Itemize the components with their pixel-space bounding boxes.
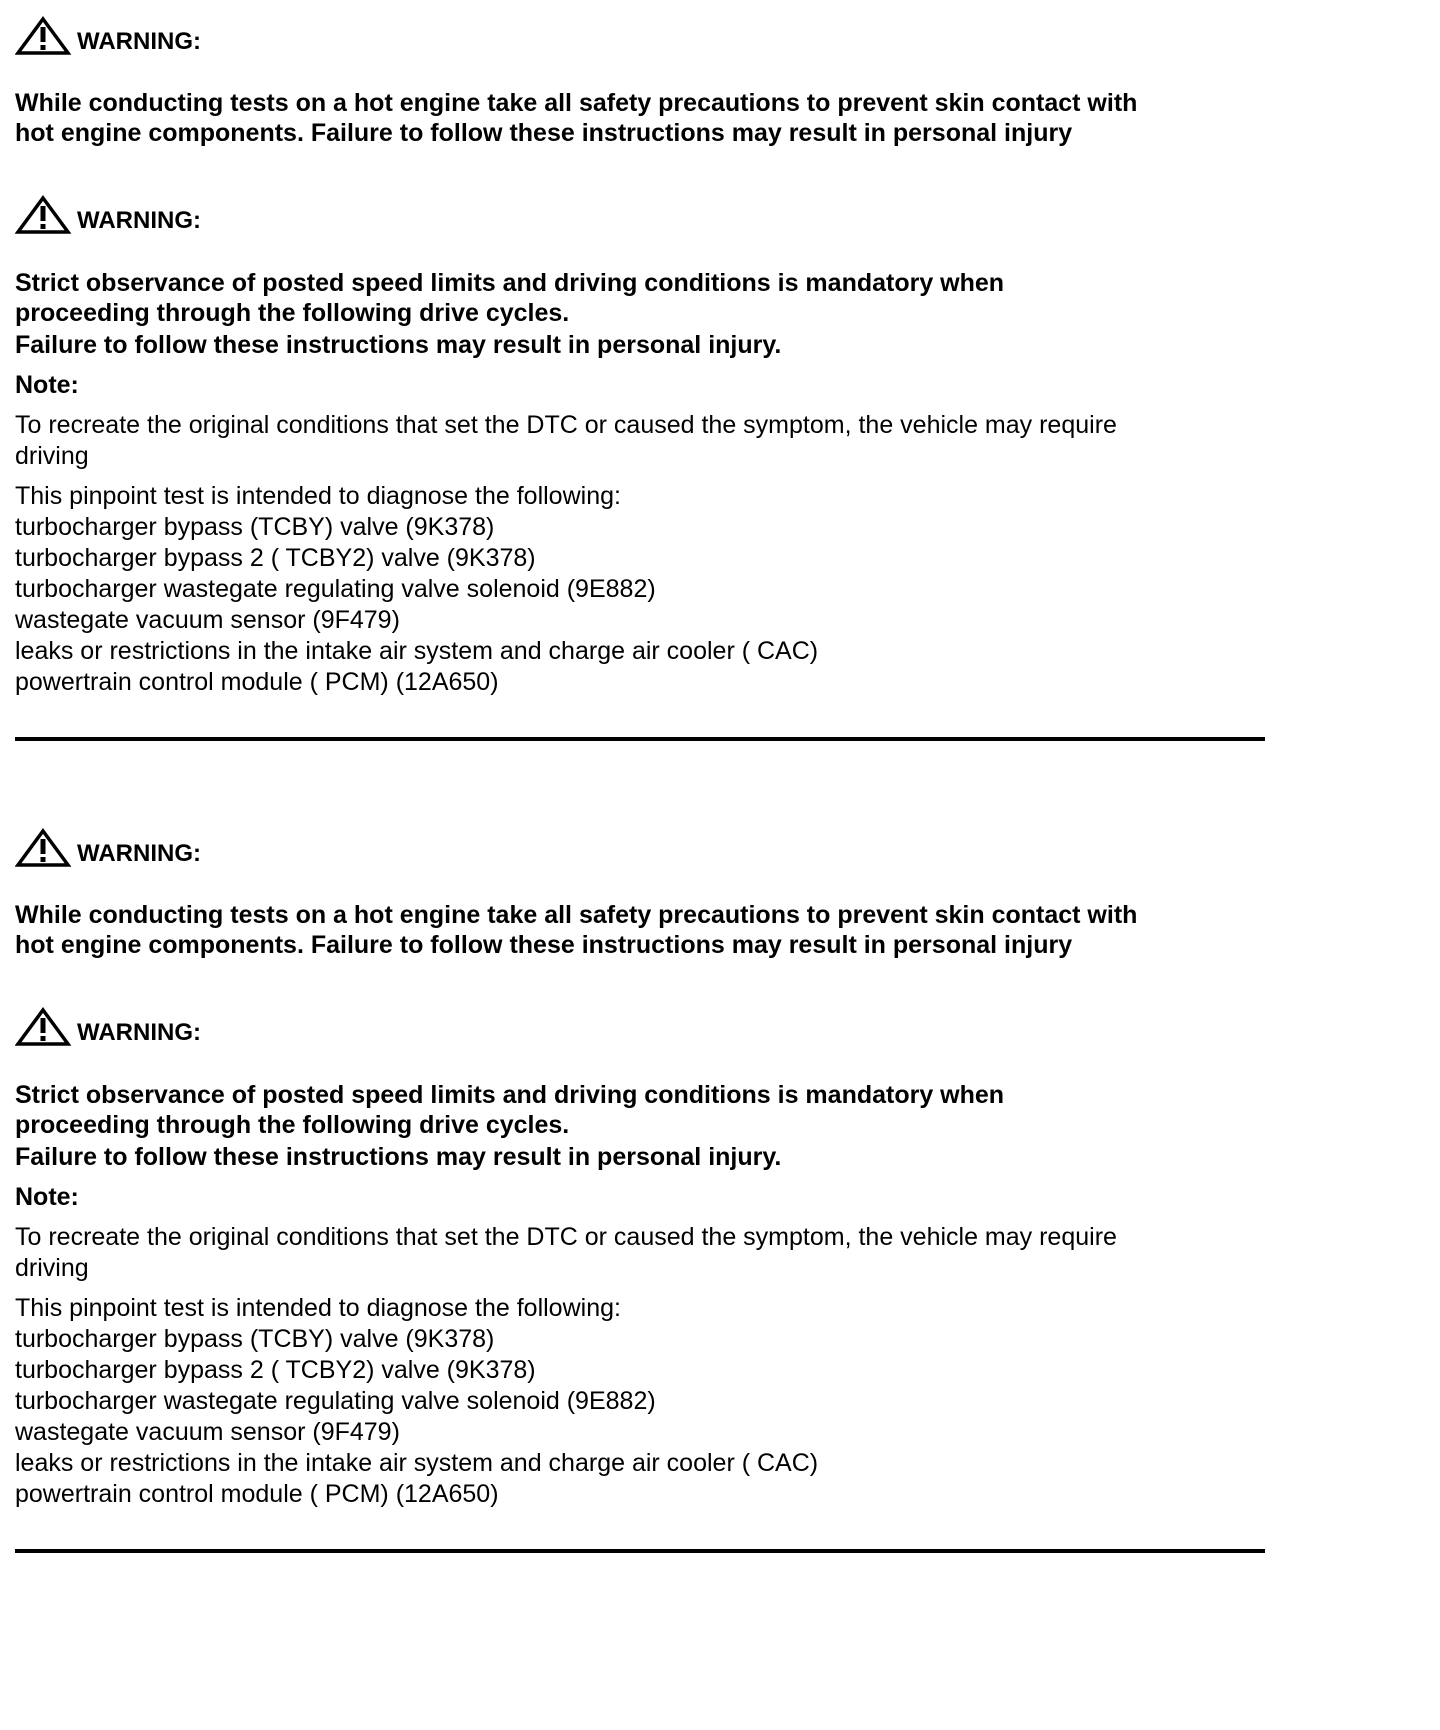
list-item: turbocharger bypass 2 ( TCBY2) valve (9K378) xyxy=(15,1356,536,1384)
warning-label: WARNING: xyxy=(77,1019,201,1046)
note-text: driving xyxy=(15,1254,89,1282)
list-item: turbocharger bypass 2 ( TCBY2) valve (9K378) xyxy=(15,544,536,572)
note-text: To recreate the original conditions that set the DTC or caused the symptom, the vehicle may require xyxy=(15,1223,1117,1251)
warning-text: Failure to follow these instructions may result in personal injury. xyxy=(15,1143,782,1171)
list-item: powertrain control module ( PCM) (12A650) xyxy=(15,1480,499,1508)
warning-heading xyxy=(15,828,201,868)
warning-text: proceeding through the following drive cycles. xyxy=(15,299,570,327)
warning-triangle-icon xyxy=(15,828,71,868)
list-item: turbocharger bypass (TCBY) valve (9K378) xyxy=(15,1325,495,1353)
list-item: turbocharger wastegate regulating valve solenoid (9E882) xyxy=(15,1387,656,1415)
note-label: Note: xyxy=(15,371,79,399)
warning-triangle-icon xyxy=(15,1007,71,1047)
warning-triangle-icon xyxy=(15,16,71,56)
warning-text: Failure to follow these instructions may result in personal injury. xyxy=(15,331,782,359)
list-item: powertrain control module ( PCM) (12A650) xyxy=(15,668,499,696)
list-item: turbocharger bypass (TCBY) valve (9K378) xyxy=(15,513,495,541)
warning-heading xyxy=(15,1007,201,1047)
warning-text: Strict observance of posted speed limits and driving conditions is mandatory when xyxy=(15,1081,1005,1109)
list-item: wastegate vacuum sensor (9F479) xyxy=(15,606,400,634)
intro-text: This pinpoint test is intended to diagnose the following: xyxy=(15,1294,621,1322)
procedure-section xyxy=(0,812,1440,1624)
section-divider xyxy=(15,737,1265,741)
warning-text: Strict observance of posted speed limits and driving conditions is mandatory when xyxy=(15,269,1005,297)
warning-triangle-icon xyxy=(15,195,71,235)
intro-text: This pinpoint test is intended to diagnose the following: xyxy=(15,482,621,510)
note-text: To recreate the original conditions that set the DTC or caused the symptom, the vehicle may require xyxy=(15,411,1117,439)
warning-heading xyxy=(15,195,201,235)
warning-label: WARNING: xyxy=(77,28,201,55)
list-item: wastegate vacuum sensor (9F479) xyxy=(15,1418,400,1446)
list-item: leaks or restrictions in the intake air system and charge air cooler ( CAC) xyxy=(15,1449,819,1477)
warning-text: proceeding through the following drive cycles. xyxy=(15,1111,570,1139)
warning-label: WARNING: xyxy=(77,840,201,867)
warning-label: WARNING: xyxy=(77,207,201,234)
warning-text: While conducting tests on a hot engine take all safety precautions to prevent skin contact with xyxy=(15,89,1138,117)
section-divider xyxy=(15,1549,1265,1553)
warning-text: hot engine components. Failure to follow these instructions may result in personal injury xyxy=(15,119,1073,147)
warning-text: hot engine components. Failure to follow these instructions may result in personal injury xyxy=(15,931,1073,959)
warning-text: While conducting tests on a hot engine take all safety precautions to prevent skin contact with xyxy=(15,901,1138,929)
note-text: driving xyxy=(15,442,89,470)
procedure-section xyxy=(0,0,1440,812)
warning-heading xyxy=(15,16,201,56)
list-item: leaks or restrictions in the intake air system and charge air cooler ( CAC) xyxy=(15,637,819,665)
note-label: Note: xyxy=(15,1183,79,1211)
list-item: turbocharger wastegate regulating valve solenoid (9E882) xyxy=(15,575,656,603)
